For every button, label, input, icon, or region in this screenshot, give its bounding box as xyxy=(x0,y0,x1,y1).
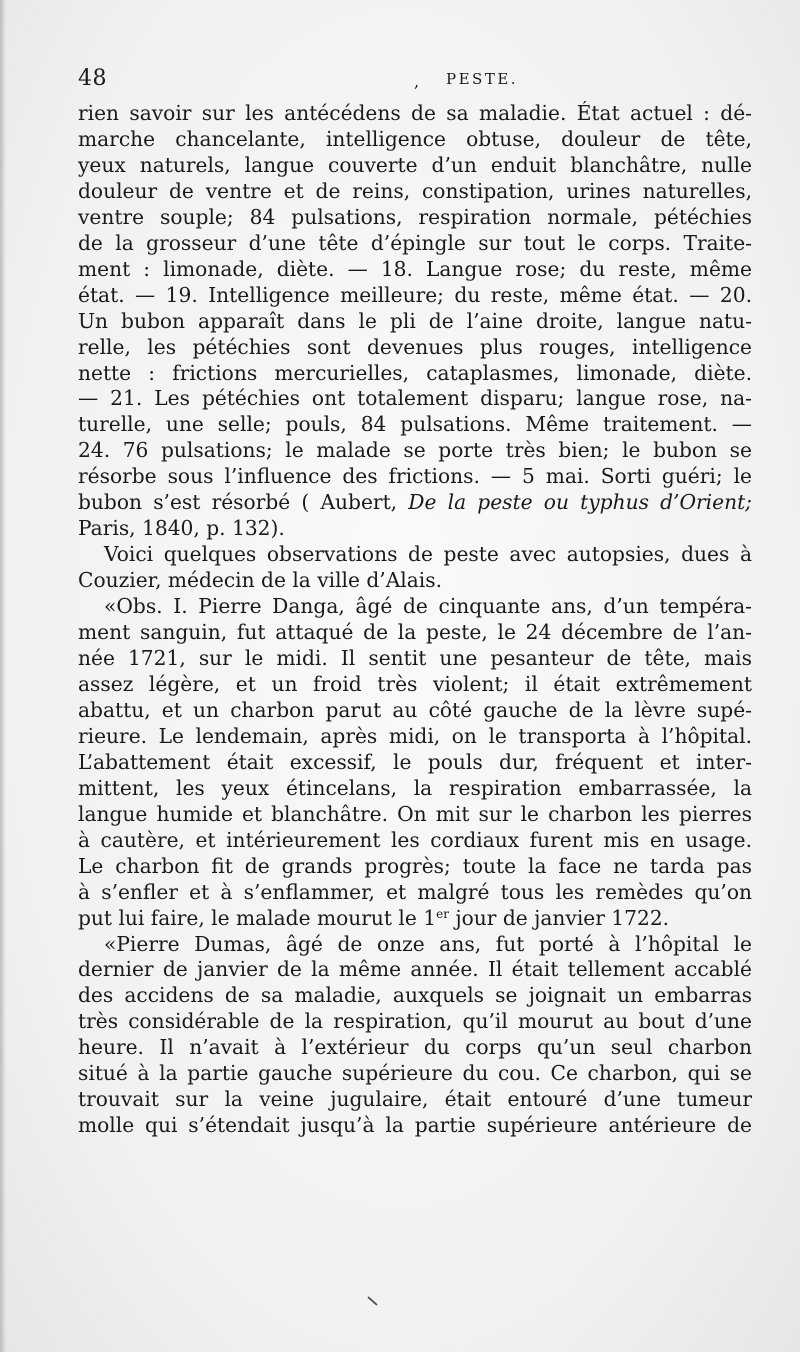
text-line: douleur de ventre et de reins, constipation, urines naturelles, xyxy=(78,178,752,203)
text-line: abattu, et un charbon parut au côté gauche de la lèvre supé- xyxy=(78,697,752,722)
text-line: rieure. Le lendemain, après midi, on le transporta à l’hôpital. xyxy=(78,723,752,748)
text-line: heure. Il n’avait à l’extérieur du corps qu’un seul charbon xyxy=(78,1035,752,1060)
paragraph-start: «Pierre Dumas, âgé de onze ans, fut porté à l’hôpital le xyxy=(104,931,752,956)
text-line: marche chancelante, intelligence obtuse, douleur de tête, xyxy=(78,126,752,151)
text-line: — 21. Les pétéchies ont totalement disparu; langue rose, na- xyxy=(78,386,752,411)
header-mark: , xyxy=(414,72,420,91)
text-line: résorbe sous l’influence des frictions. — 5 mai. Sorti guéri; le xyxy=(78,464,752,489)
text-line: ventre souple; 84 pulsations, respiration normale, pétéchies xyxy=(78,204,752,229)
text-line: Le charbon fit de grands progrès; toute la face ne tarda pas xyxy=(78,853,752,878)
running-head: PESTE. xyxy=(446,70,519,88)
text-line: état. — 19. Intelligence meilleure; du reste, même état. — 20. xyxy=(78,282,752,307)
text-line: situé à la partie gauche supérieure du cou. Ce charbon, qui se xyxy=(78,1061,752,1086)
text-line: yeux naturels, langue couverte d’un enduit blanchâtre, nulle xyxy=(78,152,752,177)
citation-title: De la peste ou typhus d’Orient; xyxy=(408,490,752,515)
ink-speck-mark xyxy=(366,1294,380,1308)
text-line: née 1721, sur le midi. Il sentit une pesanteur de tête, mais xyxy=(78,646,752,671)
text-line: L’abattement était excessif, le pouls dur, fréquent et inter- xyxy=(78,749,752,774)
text-line: molle qui s’étendait jusqu’à la partie supérieure antérieure de xyxy=(78,1113,752,1138)
text-line: nette : frictions mercurielles, cataplasmes, limonade, diète. xyxy=(78,360,752,385)
text-line: ment : limonade, diète. — 18. Langue rose; du reste, même xyxy=(78,256,752,281)
text-line: 24. 76 pulsations; le malade se porte très bien; le bubon se xyxy=(78,438,752,463)
text-line: des accidens de sa maladie, auxquels se joignait un embarras xyxy=(78,983,752,1008)
text-line-citation xyxy=(78,490,752,516)
ordinal-superscript: er xyxy=(436,906,449,921)
text-line: relle, les pétéchies sont devenues plus rouges, intelligence xyxy=(78,334,752,359)
text-line: de la grosseur d’une tête d’épingle sur tout le corps. Traite- xyxy=(78,230,752,255)
paragraph-start: Voici quelques observations de peste avec autopsies, dues à xyxy=(104,542,752,567)
text-line: mittent, les yeux étincelans, la respiration embarrassée, la xyxy=(78,775,752,800)
text-line: langue humide et blanchâtre. On mit sur le charbon les pierres xyxy=(78,801,752,826)
text-line: à s’enfler et à s’enflammer, et malgré tous les remèdes qu’on xyxy=(78,879,752,904)
text-line: Couzier, médecin de la ville d’Alais. xyxy=(78,568,443,593)
page-header xyxy=(78,66,750,96)
citation-lead: bubon s’est résorbé ( Aubert, xyxy=(78,490,409,515)
text-line: rien savoir sur les antécédens de sa maladie. État actuel : dé- xyxy=(78,101,752,125)
text-line: Paris, 1840, p. 132). xyxy=(78,516,285,541)
body-text xyxy=(78,101,752,1139)
page-number: 48 xyxy=(78,66,107,91)
text-line: très considérable de la respiration, qu’il mourut au bout d’une xyxy=(78,1009,752,1034)
paragraph-start: «Obs. I. Pierre Danga, âgé de cinquante ans, d’un tempéra- xyxy=(104,594,752,619)
text-line: ment sanguin, fut attaqué de la peste, le 24 décembre de l’an- xyxy=(78,620,752,645)
text-line: Un bubon apparaît dans le pli de l’aine droite, langue natu- xyxy=(78,308,752,333)
text-line: assez légère, et un froid très violent; il était extrêmement xyxy=(78,671,752,696)
date-end: jour de janvier 1722. xyxy=(448,905,670,930)
text-line: turelle, une selle; pouls, 84 pulsations. Même traitement. — xyxy=(78,412,752,437)
text-line-date xyxy=(78,906,752,932)
text-line: trouvait sur la veine jugulaire, était entouré d’une tumeur xyxy=(78,1087,752,1112)
date-lead: put lui faire, le malade mourut le 1 xyxy=(78,905,437,930)
text-line: à cautère, et intérieurement les cordiaux furent mis en usage. xyxy=(78,827,752,852)
text-line: dernier de janvier de la même année. Il était tellement accablé xyxy=(78,957,752,982)
